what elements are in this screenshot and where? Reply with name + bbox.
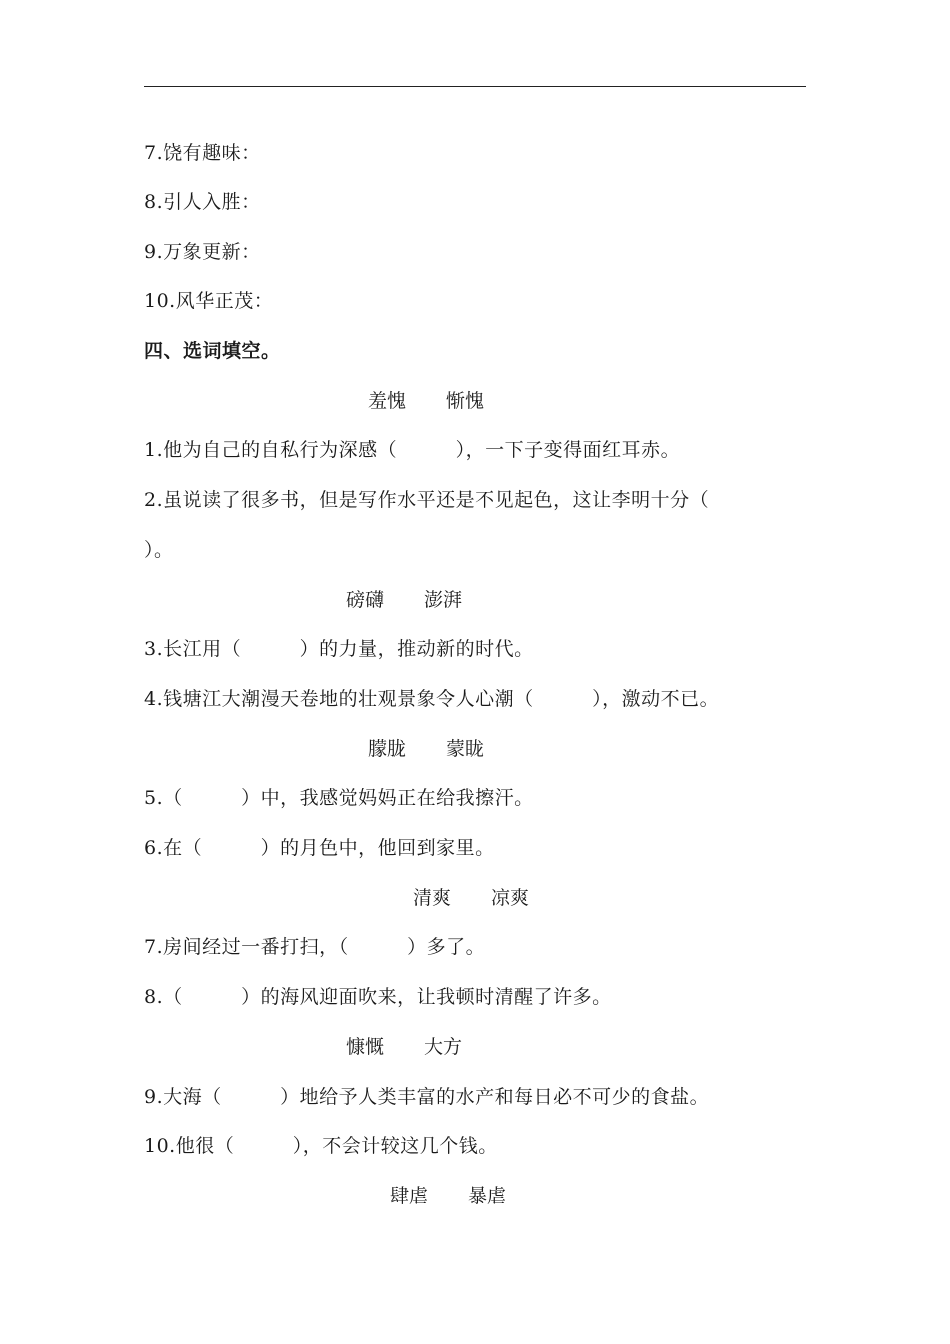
- fill-sentence-2-continued: ）。: [144, 539, 174, 561]
- word-option: 慷慨: [346, 1036, 385, 1058]
- fill-sentence-1: 1.他为自己的自私行为深感（ ），一下子变得面红耳赤。: [144, 439, 681, 461]
- idiom-item-10: 10.风华正茂：: [144, 290, 274, 312]
- word-choices-5: [346, 1034, 462, 1060]
- word-option: 澎湃: [424, 589, 463, 611]
- fill-sentence-10: 10.他很（ ），不会计较这几个钱。: [144, 1135, 498, 1157]
- word-choices-4: [413, 885, 529, 911]
- fill-sentence-7: 7.房间经过一番打扫，（ ）多了。: [144, 936, 486, 958]
- fill-sentence-3: 3.长江用（ ）的力量，推动新的时代。: [144, 638, 534, 660]
- fill-sentence-9: 9.大海（ ）地给予人类丰富的水产和每日必不可少的食盐。: [144, 1086, 710, 1108]
- fill-sentence-6: 6.在（ ）的月色中，他回到家里。: [144, 837, 495, 859]
- idiom-item-7: 7.饶有趣味：: [144, 142, 261, 164]
- word-choices-3: [368, 736, 484, 762]
- word-option: 暴虐: [468, 1185, 507, 1207]
- word-option: 羞愧: [368, 390, 407, 412]
- idiom-item-8: 8.引人入胜：: [144, 191, 261, 213]
- word-option: 蒙眬: [446, 738, 485, 760]
- idiom-item-9: 9.万象更新：: [144, 241, 261, 263]
- word-option: 清爽: [413, 887, 452, 909]
- fill-sentence-5: 5.（ ）中，我感觉妈妈正在给我擦汗。: [144, 787, 534, 809]
- word-option: 大方: [424, 1036, 463, 1058]
- fill-sentence-8: 8.（ ）的海风迎面吹来，让我顿时清醒了许多。: [144, 986, 612, 1008]
- word-option: 惭愧: [446, 390, 485, 412]
- word-option: 肆虐: [390, 1185, 429, 1207]
- fill-sentence-2: 2.虽说读了很多书，但是写作水平还是不见起色，这让李明十分（: [144, 489, 710, 511]
- section-title: 四、选词填空。: [144, 340, 281, 362]
- word-option: 朦胧: [368, 738, 407, 760]
- word-option: 磅礴: [346, 589, 385, 611]
- word-choices-6: [390, 1183, 506, 1209]
- word-option: 凉爽: [491, 887, 530, 909]
- word-choices-1: [368, 388, 484, 414]
- fill-sentence-4: 4.钱塘江大潮漫天卷地的壮观景象令人心潮（ ），激动不已。: [144, 688, 720, 710]
- header-rule: [144, 86, 806, 87]
- word-choices-2: [346, 587, 462, 613]
